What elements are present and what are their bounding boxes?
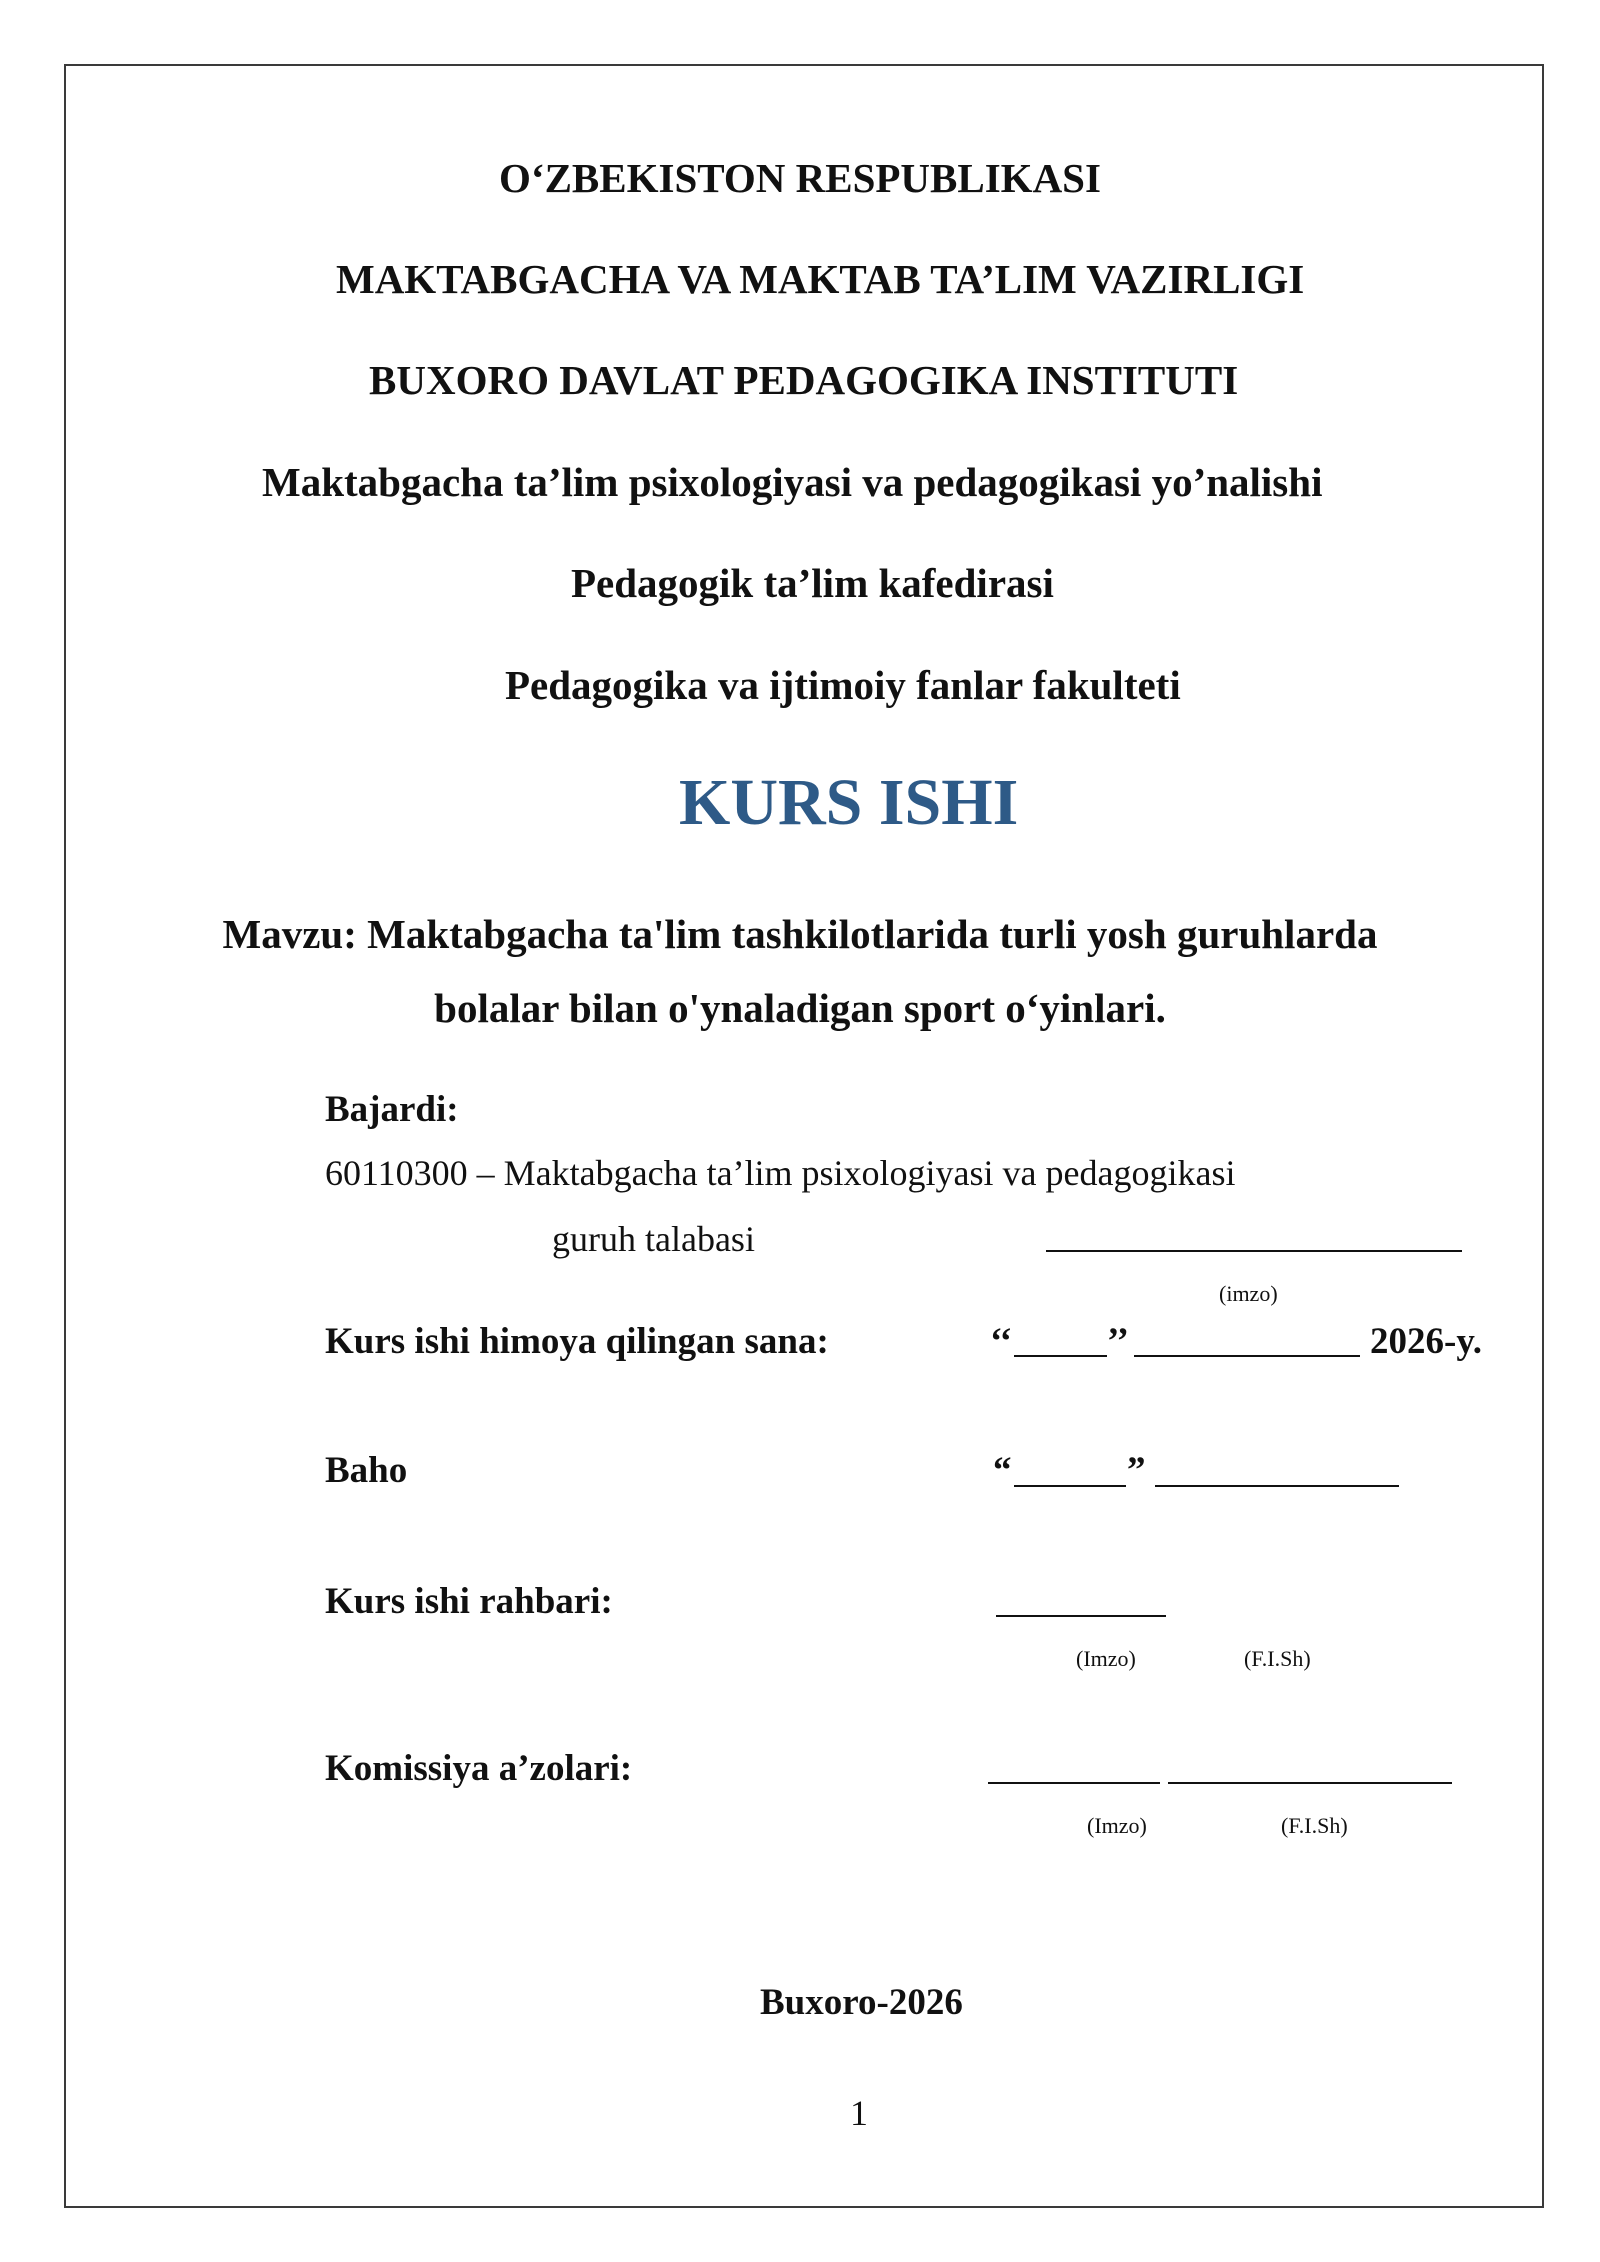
- direction-heading: Maktabgacha ta’lim psixologiyasi va pedagogikasi yo’nalishi: [262, 459, 1323, 505]
- month-blank-line: [1134, 1355, 1360, 1357]
- topic-line-1: Mavzu: Maktabgacha ta'lim tashkilotlarida turli yosh guruhlarda: [222, 911, 1378, 957]
- faculty-heading: Pedagogika va ijtimoiy fanlar fakulteti: [505, 662, 1181, 708]
- date-open-quote: ‘‘: [990, 1321, 1012, 1362]
- group-text: guruh talabasi: [552, 1219, 755, 1259]
- document-title: KURS ISHI: [679, 766, 1019, 839]
- grade-label: Baho: [325, 1450, 408, 1491]
- supervisor-signature-caption: (Imzo): [1076, 1646, 1136, 1671]
- institute-heading: BUXORO DAVLAT PEDAGOGIKA INSTITUTI: [369, 357, 1239, 403]
- date-close-quote: ’’: [1107, 1321, 1129, 1362]
- grade-words-line: [1155, 1485, 1399, 1487]
- student-signature-caption: (imzo): [1219, 1281, 1278, 1306]
- grade-close-quote: ”: [1127, 1450, 1146, 1491]
- commission-name-line: [1168, 1782, 1452, 1784]
- grade-open-quote: “: [993, 1450, 1012, 1491]
- commission-signature-line: [988, 1782, 1160, 1784]
- page-number: 1: [850, 2093, 868, 2133]
- topic-line-2: bolalar bilan o'ynaladigan sport o‘yinlari.: [434, 985, 1166, 1031]
- defense-year: 2026-y.: [1370, 1321, 1483, 1362]
- grade-blank-line: [1014, 1485, 1126, 1487]
- supervisor-name-caption: (F.I.Sh): [1244, 1646, 1311, 1671]
- city-year: Buxoro-2026: [760, 1982, 963, 2023]
- ministry-heading: MAKTABGACHA VA MAKTAB TA’LIM VAZIRLIGI: [336, 256, 1305, 302]
- supervisor-label: Kurs ishi rahbari:: [325, 1581, 613, 1622]
- student-signature-line: [1046, 1250, 1462, 1252]
- commission-signature-caption: (Imzo): [1087, 1813, 1147, 1838]
- commission-label: Komissiya a’zolari:: [325, 1748, 633, 1789]
- day-blank-line: [1014, 1355, 1107, 1357]
- defense-date-label: Kurs ishi himoya qilingan sana:: [325, 1321, 829, 1362]
- country-heading: O‘ZBEKISTON RESPUBLIKASI: [499, 155, 1101, 201]
- program-text: 60110300 – Maktabgacha ta’lim psixologiyasi va pedagogikasi: [325, 1153, 1236, 1193]
- department-heading: Pedagogik ta’lim kafedirasi: [571, 560, 1054, 606]
- supervisor-signature-line: [996, 1615, 1166, 1617]
- performer-label: Bajardi:: [325, 1089, 459, 1130]
- commission-name-caption: (F.I.Sh): [1281, 1813, 1348, 1838]
